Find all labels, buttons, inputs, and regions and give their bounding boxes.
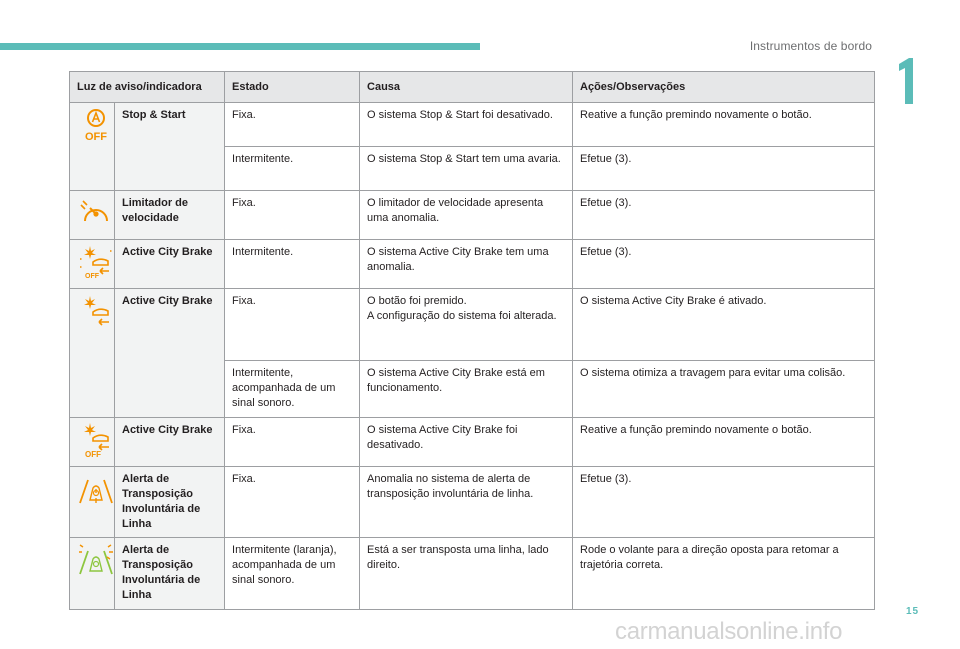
section-title: Instrumentos de bordo (749, 39, 872, 53)
top-accent-bar (0, 43, 480, 50)
active-city-brake-off-icon (79, 422, 113, 458)
light-name: Active City Brake (115, 289, 225, 418)
state-cell: Fixa. (225, 103, 360, 147)
action-cell: Efetue (3). (573, 191, 875, 240)
light-name: Active City Brake (115, 418, 225, 467)
state-cell: Fixa. (225, 289, 360, 361)
lane-departure-fault-icon (78, 474, 114, 504)
svg-text:OFF: OFF (85, 450, 101, 458)
action-cell: Reative a função premindo novamente o botão. (573, 103, 875, 147)
page-number: 15 (906, 606, 920, 617)
cause-cell: Anomalia no sistema de alerta de transposição involuntária de linha. (360, 467, 573, 538)
icon-cell (70, 103, 115, 191)
action-cell: O sistema otimiza a travagem para evitar uma colisão. (573, 361, 875, 418)
active-city-brake-icon (79, 294, 113, 328)
table-row (70, 191, 875, 240)
action-cell: O sistema Active City Brake é ativado. (573, 289, 875, 361)
light-name: Limitador de velocidade (115, 191, 225, 240)
light-name: Stop & Start (115, 103, 225, 191)
icon-cell (70, 289, 115, 418)
cause-cell: O sistema Active City Brake tem uma anomalia. (360, 240, 573, 289)
column-header-cause: Causa (360, 72, 573, 103)
table-row (70, 418, 875, 467)
column-header-state: Estado (225, 72, 360, 103)
light-name: Alerta de Transposição Involuntária de Linha (115, 467, 225, 538)
cause-line: O botão foi premido. (367, 295, 467, 307)
table-row (70, 538, 875, 610)
cause-cell (360, 289, 573, 361)
state-cell: Intermitente. (225, 147, 360, 191)
action-cell: Efetue (3). (573, 240, 875, 289)
active-city-brake-fault-icon (78, 245, 114, 279)
icon-cell (70, 418, 115, 467)
action-cell: Efetue (3). (573, 147, 875, 191)
cause-line: A configuração do sistema foi alterada. (367, 310, 557, 322)
state-cell: Fixa. (225, 418, 360, 467)
warning-lights-table (69, 71, 875, 610)
cause-cell: O sistema Active City Brake está em funcionamento. (360, 361, 573, 418)
column-header-action: Ações/Observações (573, 72, 875, 103)
cause-cell: O sistema Stop & Start tem uma avaria. (360, 147, 573, 191)
cause-cell: O limitador de velocidade apresenta uma anomalia. (360, 191, 573, 240)
table-row (70, 240, 875, 289)
watermark: carmanualsonline.info (615, 618, 843, 645)
column-header-light: Luz de aviso/indicadora (70, 72, 225, 103)
icon-cell (70, 538, 115, 610)
icon-cell (70, 467, 115, 538)
cause-cell: Está a ser transposta uma linha, lado direito. (360, 538, 573, 610)
state-cell: Intermitente. (225, 240, 360, 289)
cause-cell: O sistema Active City Brake foi desativado. (360, 418, 573, 467)
state-cell: Intermitente (laranja), acompanhada de um sinal sonoro. (225, 538, 360, 610)
svg-text:OFF: OFF (85, 273, 99, 279)
cause-cell: O sistema Stop & Start foi desativado. (360, 103, 573, 147)
speed-limiter-icon (79, 199, 113, 227)
state-cell: Intermitente, acompanhada de um sinal sonoro. (225, 361, 360, 418)
table-row (70, 289, 875, 361)
icon-cell (70, 240, 115, 289)
state-cell: Fixa. (225, 467, 360, 538)
action-cell: Reative a função premindo novamente o botão. (573, 418, 875, 467)
lane-departure-warning-icon (78, 544, 114, 576)
icon-cell (70, 191, 115, 240)
state-cell: Fixa. (225, 191, 360, 240)
stop-start-off-icon (79, 108, 113, 142)
table-row (70, 103, 875, 147)
action-cell: Efetue (3). (573, 467, 875, 538)
light-name: Alerta de Transposição Involuntária de Linha (115, 538, 225, 610)
action-cell: Rode o volante para a direção oposta para retomar a trajetória correta. (573, 538, 875, 610)
table-header-row (70, 72, 875, 103)
svg-text:OFF: OFF (85, 131, 107, 142)
light-name: Active City Brake (115, 240, 225, 289)
table-row (70, 467, 875, 538)
chapter-number (897, 58, 917, 104)
